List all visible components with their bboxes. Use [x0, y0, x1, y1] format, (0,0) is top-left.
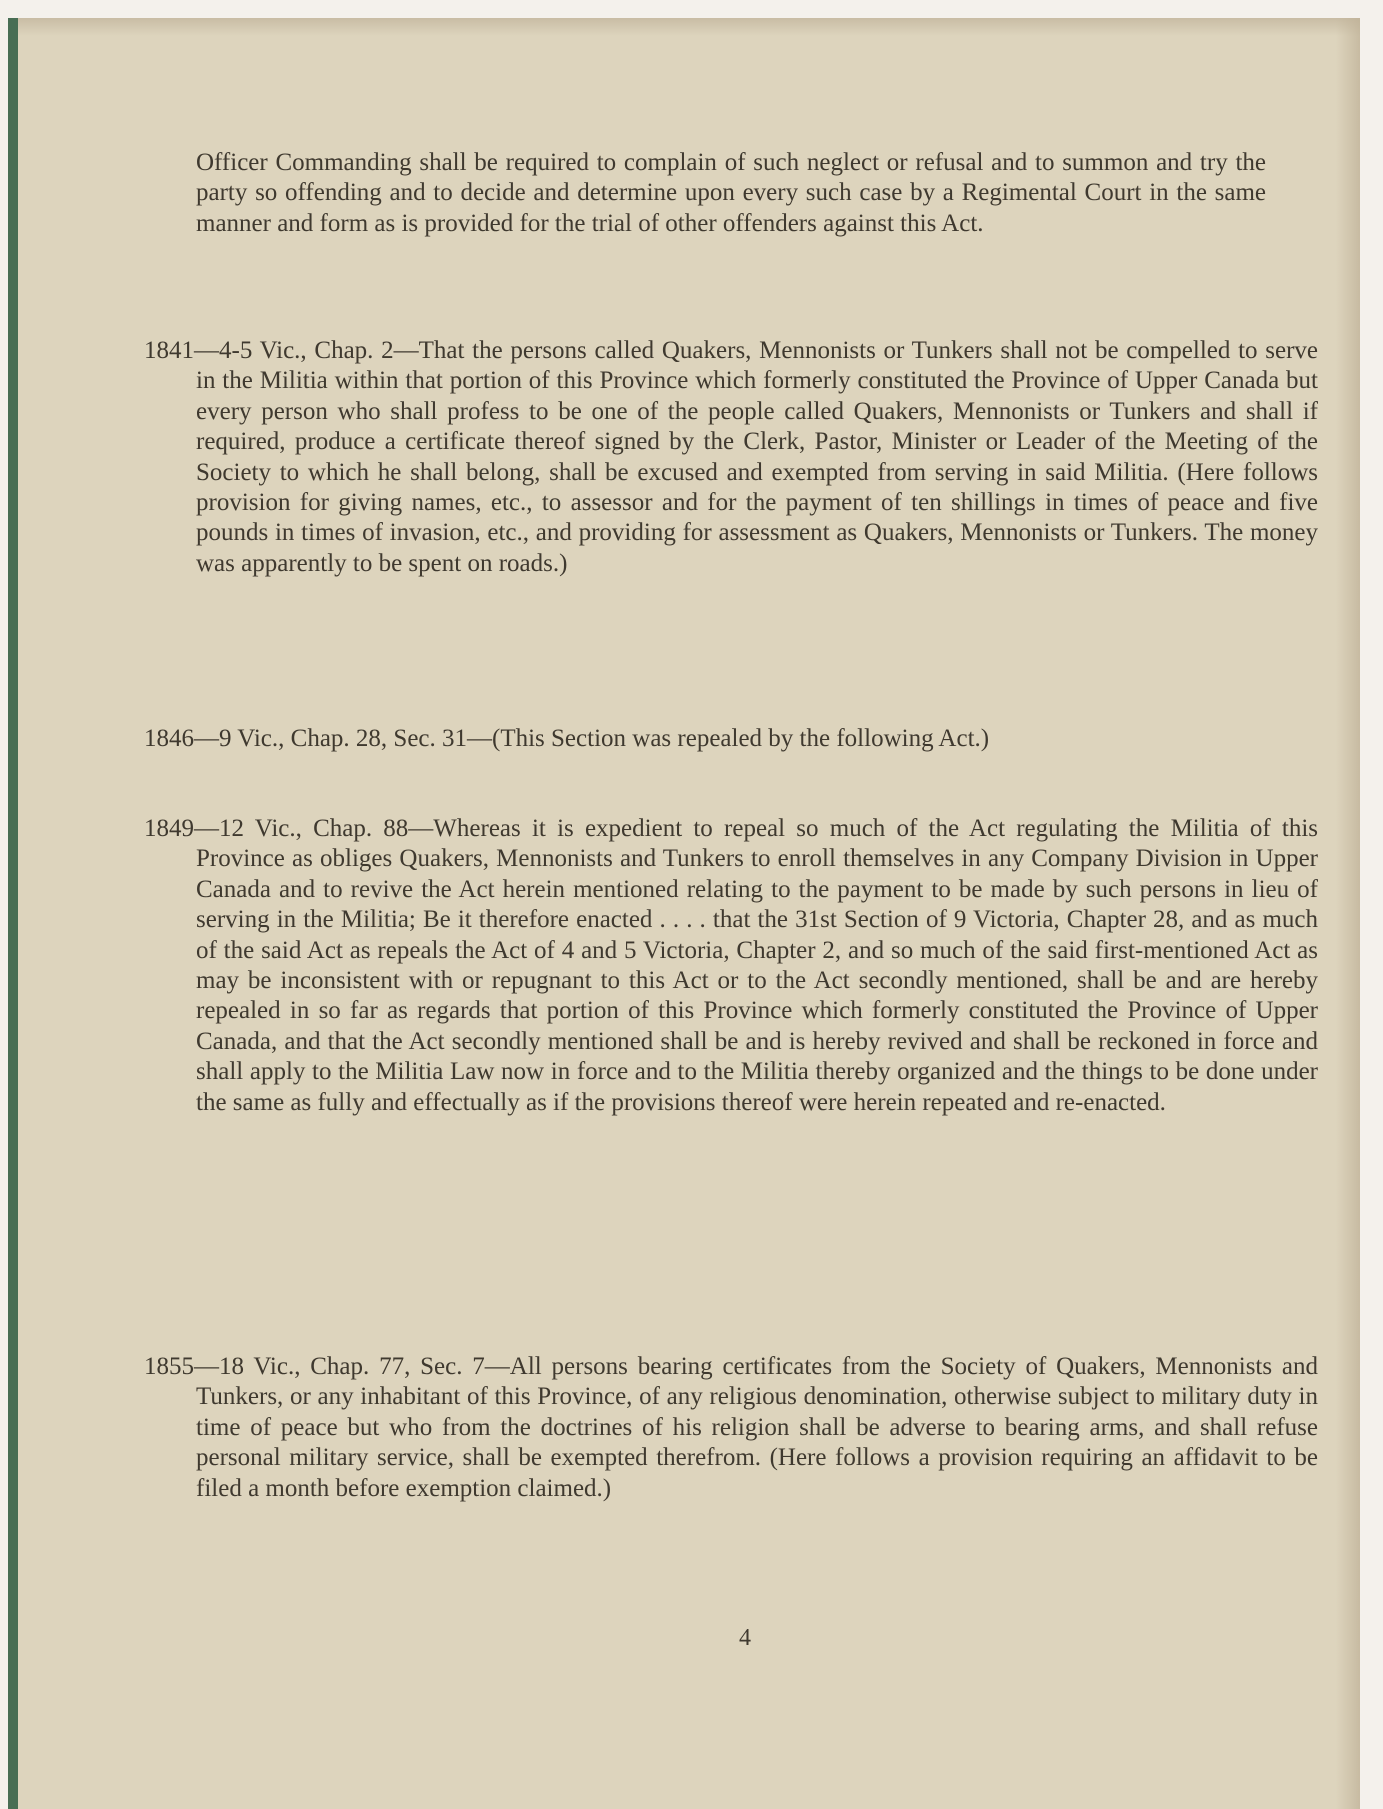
document-page — [8, 18, 1360, 1809]
entry-1841 — [144, 336, 1318, 579]
entry-text: —12 Vic., Chap. 88—Whereas it is expedient to repeal so much of the Act regulating the Militia of this Province as obliges Quakers, Mennonists and Tunkers to enroll themselves in any Company Division in Upper Canada and to revive the Act herein mentioned relating to the payment to be made by such persons in lieu of serving in the Militia; Be it therefore enacted . . . . that the 31st Section of 9 Victoria, Chapter 28, and as much of the said Act as repeals the Act of 4 and 5 Victoria, Chapter 2, and so much of the said first-mentioned Act as may be inconsistent with or repugnant to this Act or to the Act secondly mentioned, shall be and are hereby repealed in so far as regards that portion of this Province which formerly constituted the Province of Upper Canada, and that the Act secondly mentioned shall be and is hereby revived and shall be reckoned in force and shall apply to the Militia Law now in force and to the Militia thereby organized and the things to be done under the same as fully and effectually as if the provisions thereof were herein repeated and re-enacted. — [194, 815, 1318, 1116]
entry-text: —9 Vic., Chap. 28, Sec. 31—(This Section was repealed by the following Act.) — [194, 725, 990, 752]
entry-text: —18 Vic., Chap. 77, Sec. 7—All persons bearing certificates from the Society of Quakers, Mennonists and Tunkers, or any inhabitant of this Province, of any religious denomination, otherwise subject to military duty in time of peace but who from the doctrines of his religion shall be adverse to bearing arms, and shall refuse personal military service, shall be exempted therefrom. (Here follows a provision requiring an affidavit to be filed a month before exemption claimed.) — [194, 1353, 1318, 1502]
page-content — [18, 18, 1360, 1809]
page-number: 4 — [739, 1625, 751, 1651]
entry-year: 1846 — [144, 725, 194, 752]
entry-1849 — [144, 814, 1318, 1118]
entry-1846 — [144, 724, 1318, 754]
entry-text: —4-5 Vic., Chap. 2—That the persons called Quakers, Mennonists or Tunkers shall not be compelled to serve in the Militia within that portion of this Province which formerly constituted the Province of Upper Canada but every person who shall profess to be one of the people called Quakers, Mennonists or Tunkers and shall if required, produce a certificate thereof signed by the Clerk, Pastor, Minister or Leader of the Meeting of the Society to which he shall belong, shall be excused and exempted from serving in said Militia. (Here follows provision for giving names, etc., to assessor and for the payment of ten shillings in times of peace and five pounds in times of invasion, etc., and providing for assessment as Quakers, Mennonists or Tunkers. The money was apparently to be spent on roads.) — [194, 337, 1318, 577]
intro-paragraph: Officer Commanding shall be required to complain of such neglect or refusal and to summon and try the party so offending and to decide and determine upon every such case by a Regimental Court in the same manner and form as is provided for the trial of other offenders against this Act. — [196, 149, 1266, 237]
entry-year: 1841 — [144, 337, 194, 364]
entry-year: 1855 — [144, 1353, 194, 1380]
entry-year: 1849 — [144, 815, 194, 842]
entry-1855 — [144, 1352, 1318, 1504]
